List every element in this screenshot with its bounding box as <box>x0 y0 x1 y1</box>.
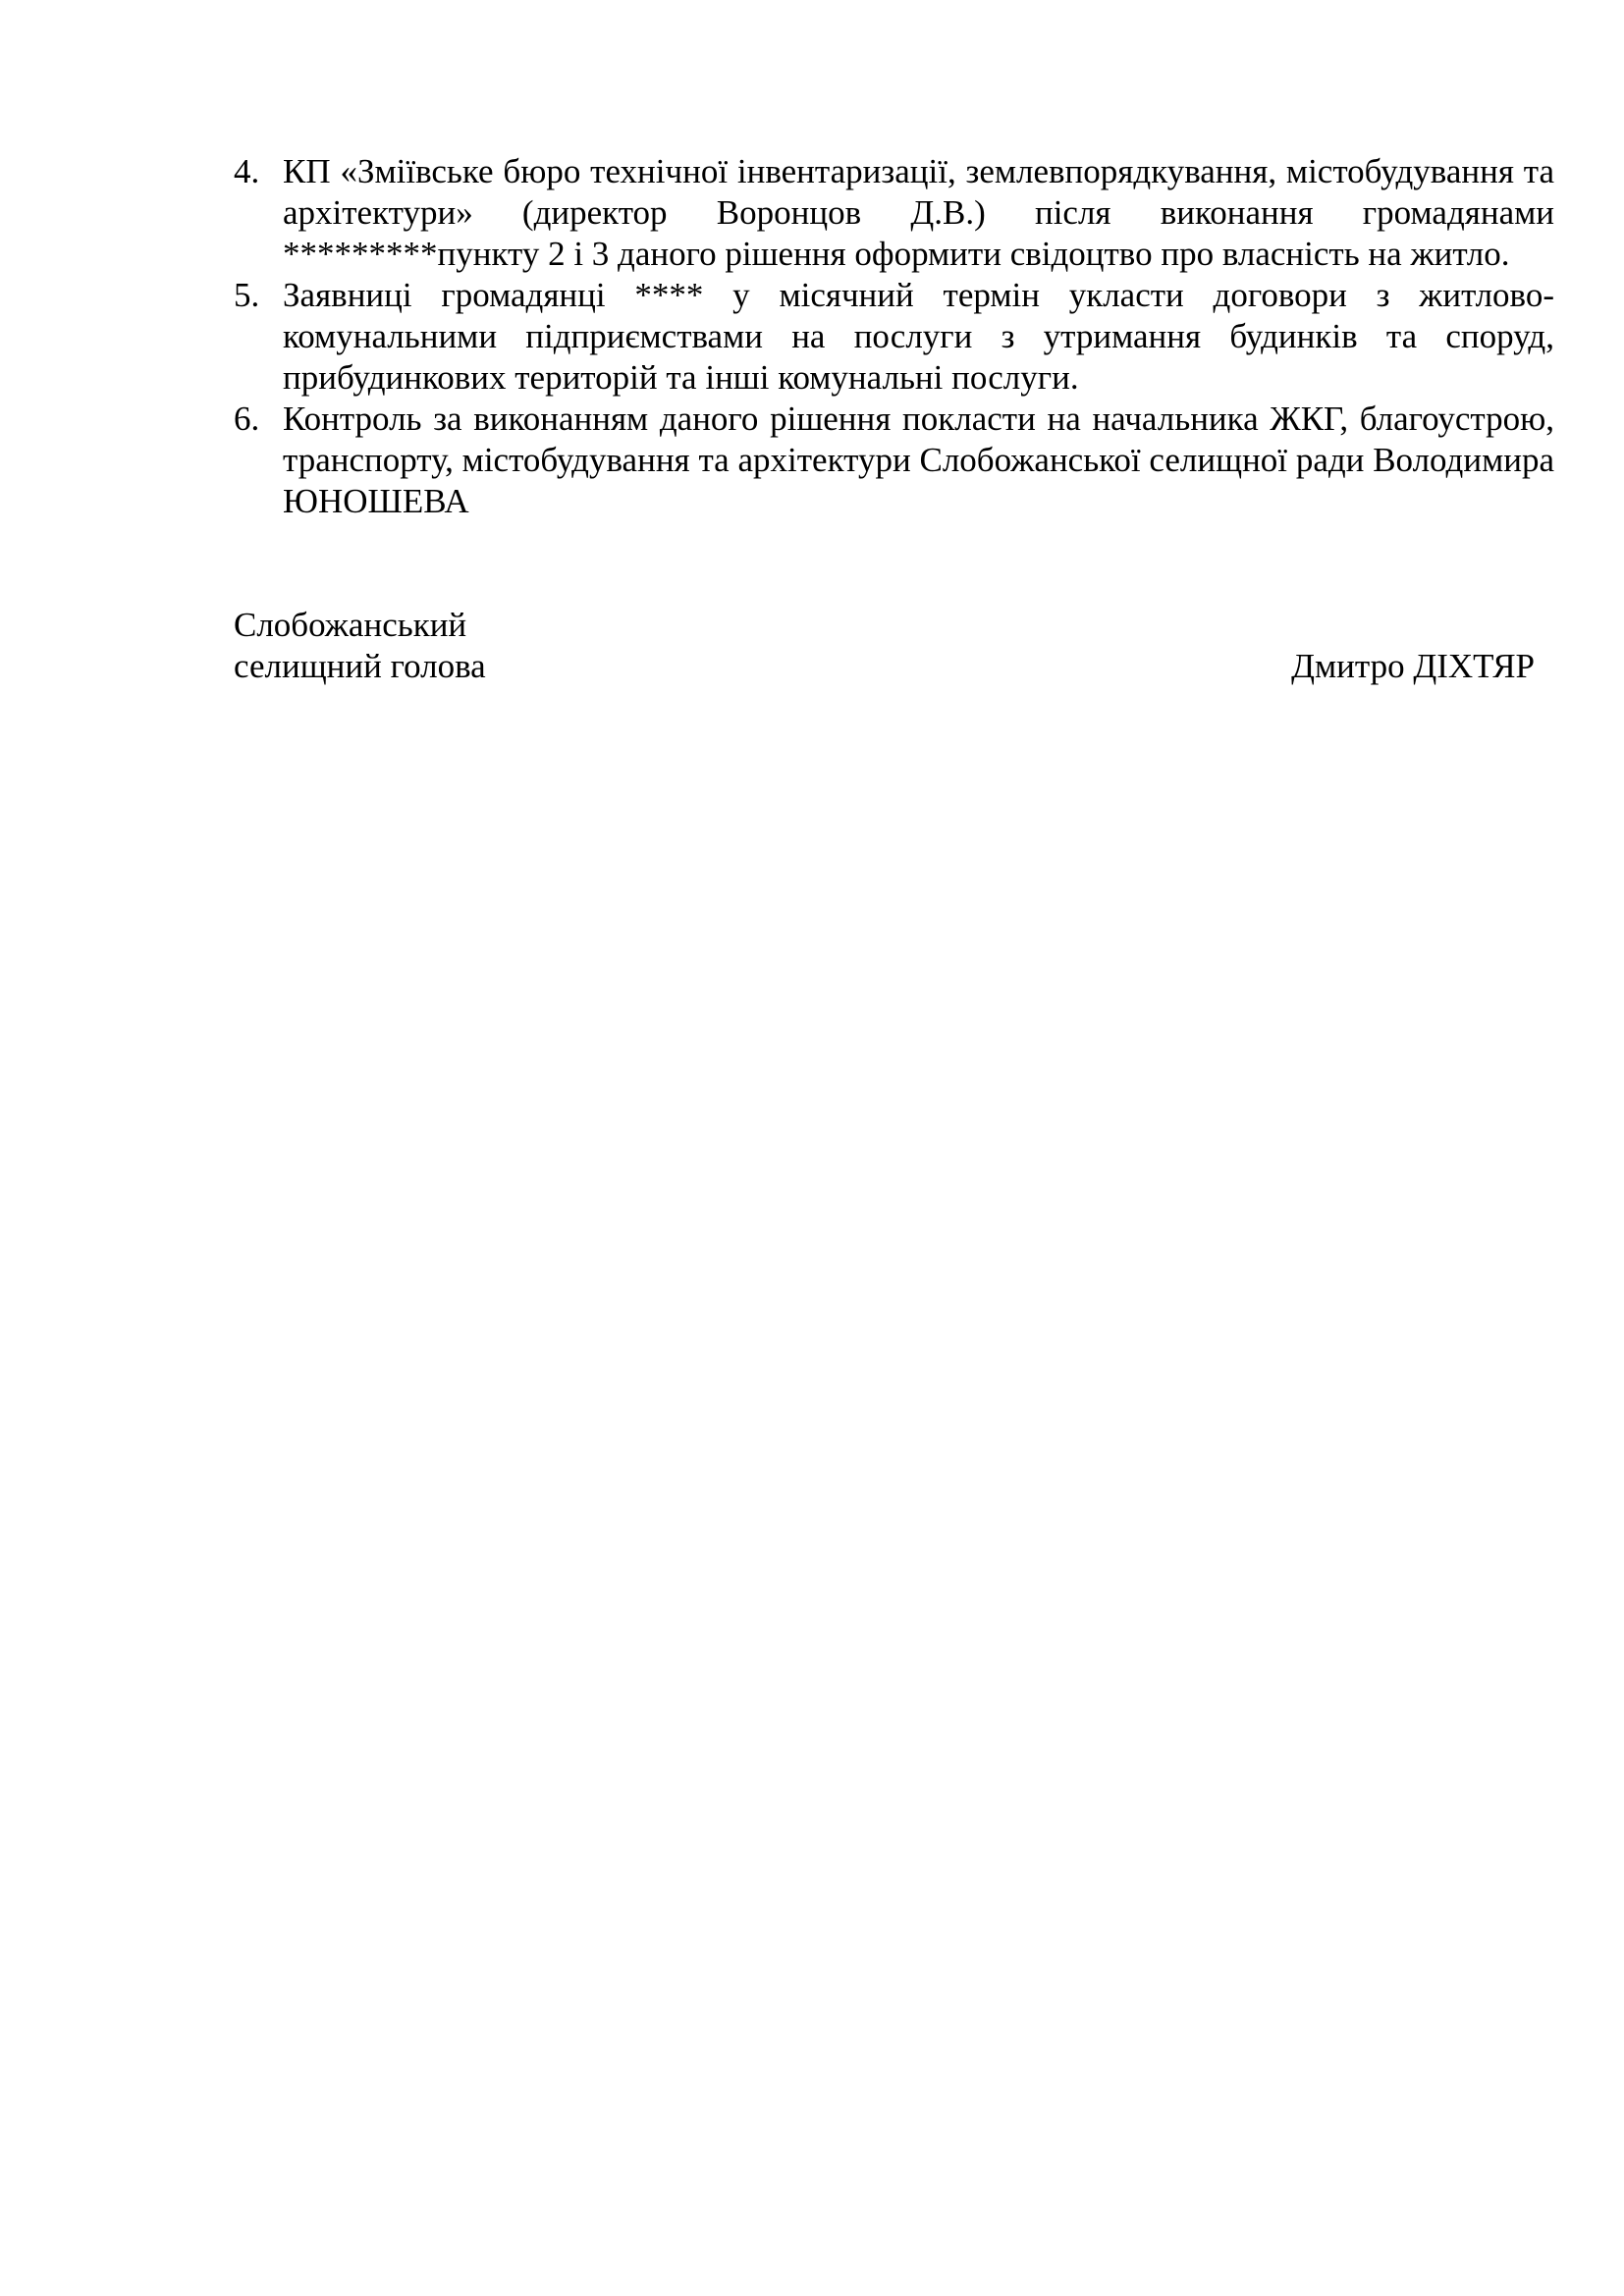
item-text: КП «Зміївське бюро технічної інвентаризації, землевпорядкування, містобудування та архітектури» (директор Воронцов Д.В.) після виконання громадянами *********пункту 2 і 3 даного рішення оформити свідоцтво про власність на житло. <box>283 152 1554 273</box>
list-item <box>234 399 1554 522</box>
signatory-name: Дмитро ДІХТЯР <box>1291 647 1535 685</box>
signatory-title-line-2: селищний голова <box>234 647 486 685</box>
list-item <box>234 151 1554 275</box>
item-text: Заявниці громадянці **** у місячний термін укласти договори з житлово-комунальними підприємствами на послуги з утримання будинків та споруд, прибудинкових територій та інші комунальні послуги. <box>283 276 1554 397</box>
item-text: Контроль за виконанням даного рішення покласти на начальника ЖКГ, благоустрою, транспорту, містобудування та архітектури Слобожанської селищної ради Володимира ЮНОШЕВА <box>283 400 1554 520</box>
list-item <box>234 275 1554 399</box>
item-number: 4. <box>234 152 260 190</box>
signatory-title-line-1: Слобожанський <box>234 606 467 644</box>
item-number: 6. <box>234 400 260 438</box>
signature-block <box>234 605 1535 687</box>
decision-items-list <box>234 151 1554 522</box>
item-number: 5. <box>234 276 260 314</box>
